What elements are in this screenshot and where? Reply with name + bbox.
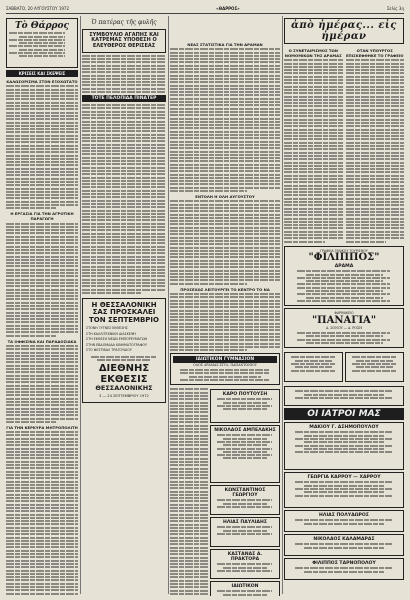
doctors-banner: ΟΙ ΙΑΤΡΟΙ ΜΑΣ xyxy=(284,408,404,420)
fair-item: ΣΤΗ ΚΑΛΛΙΤΕΧΝΙΚΗ ΔΙΑΣΚΕΨΗ xyxy=(86,331,136,336)
doctor-entry xyxy=(284,472,404,508)
fair-line-2: ΣΑΣ ΠΡΟΣΚΑΛΕΙ xyxy=(92,308,156,317)
column-rule xyxy=(80,16,81,594)
doctor-name: ΦΙΛΙΠΠΟΣ ΤΑΡΝΟΠΟΛΟΥ xyxy=(312,561,376,567)
fair-big-1: ΔΙΕΘΝΗΣ xyxy=(98,363,150,375)
article-heading: ΝΕΑΣ ΣΤΑΤΙΣΤΙΚΑ ΓΙΑ ΤΗΝ ΔΡΑΜΑΝ xyxy=(187,42,263,47)
article-heading: ΕΝΤΟΛΗ Η ΟΛΗ ΑΥΓΟΥΣΤΟΥ xyxy=(195,194,255,200)
article-body xyxy=(170,293,280,351)
fair-line-3: ΤΟΝ ΣΕΠΤΕΜΒΡΙΟ xyxy=(89,315,159,324)
article-body xyxy=(6,431,78,596)
section-banner: ΚΡΙΣΕΙΣ ΚΑΙ ΣΚΕΨΕΙΣ xyxy=(6,70,78,77)
section-banner: ΤΟΤΕ ΠΕΛΟΠΙΔΑ ΠΙΝΑΤΕΡ xyxy=(82,95,166,102)
pharmacy-ad xyxy=(284,308,404,348)
article-body xyxy=(6,345,78,423)
pharmacy-name: "ΠΑΝΑΓΙΑ" xyxy=(311,314,377,326)
gymnasium-ad xyxy=(170,353,280,385)
agency-name: "ΦΙΛΙΠΠΟΣ" xyxy=(308,252,380,264)
article-body xyxy=(82,55,166,93)
fair-item: ΣΤΗΝ ΕΒΔΟΜΑΔΑ ΚΙΝΗΜΑΤΟΓΡΑΦΟΥ xyxy=(86,342,148,347)
agency-top: ΓΡΑΦΕΙΑ ΓΕΝΙΚΟΥ ΤΟΥΡΙΣΜΟΥ xyxy=(320,248,368,253)
doctor-name: ΜΑΚΙΟΥ Γ. ΑΣΗΜΟΠΟΥΛΟΥ xyxy=(309,425,379,431)
small-articles xyxy=(170,387,208,596)
doctor-entry xyxy=(284,422,404,470)
trade-fair-ad xyxy=(82,298,166,403)
doctor-name: ΝΙΚΟΛΑΟΣ ΚΑΛΑΜΑΡΑΣ xyxy=(313,537,375,543)
doctor-name: ΗΛΙΑΣ ΠΟΛΥΔΩΡΟΣ xyxy=(319,513,369,519)
pharmacy-top: ΦΑΡΜΑΚΕΙΟ xyxy=(334,311,354,316)
gym-title: ΙΔΙΩΤΙΚΟΝ ΓΥΜΝΑΣΙΟΝ xyxy=(173,356,277,363)
headline-box xyxy=(82,29,166,53)
article xyxy=(284,46,343,244)
column-2 xyxy=(82,16,166,596)
article-body xyxy=(82,104,166,294)
column-1 xyxy=(6,16,78,596)
article-heading: ΟΤΑΝ ΥΠΟΥΡΓΟΣ ΕΠΙΣΚΕΦΘΗΚΕ ΤΟ ΓΡΑΦΕΙΟ xyxy=(345,48,404,58)
masthead-title: Τὸ Θάρρος xyxy=(14,21,70,31)
article-heading: ΠΡΟΣΕΧΩΣ ΛΕΙΤΟΥΡΓΕΙ ΤΟ ΚΕΝΤΡΟ ΤΟ ΝΑ xyxy=(180,286,270,292)
column-4 xyxy=(284,16,404,596)
classified-ad xyxy=(284,386,404,406)
fair-item: ΣΤΗ ΕΚΘΕΣΗ ΝΕΩΝ ΕΜΠΟΡΕΥΜΑΤΩΝ xyxy=(86,337,147,342)
column-masthead xyxy=(284,18,404,44)
gym-subtitle: ΟΔΟΣ ΔΡΑΜΑΣ ΣΤΥΛ. ΠΑΠΑΝΤΩΝΙΟΥ xyxy=(193,363,257,368)
article-heading: ΤΑ ΟΦΦΙΣΙΝΑ ΚΑΙ ΠΑΡΑΔΟΣΙΑΚΑ xyxy=(7,338,77,344)
classified-ad xyxy=(210,425,280,483)
two-col-articles xyxy=(284,46,404,244)
header-page: Σελίς 3η xyxy=(386,6,404,11)
ad-title: ΙΔΙΩΤΙΚΟΝ xyxy=(231,584,259,590)
article-heading: Ο ΣΥΝΕΤΑΙΡΙΣΜΟΣ ΤΩΝ ΝΟΜΟΜΙΚΩΝ ΤΗΣ ΔΡΑΜΑΣ xyxy=(284,48,342,58)
article-body xyxy=(170,48,280,192)
fair-items xyxy=(86,326,162,354)
ad-grid xyxy=(170,387,280,596)
classified-ad xyxy=(210,485,280,515)
doctors-list xyxy=(284,422,404,580)
article-heading: ΚΑΛΩΣΟΡΙΣΜΑ ΣΤΟΝ ΕΞΟΧΩΤΑΤΟ xyxy=(6,79,78,84)
ad-stack xyxy=(210,387,280,596)
pharmacy-owners: Α. ΣΟΝΟΥ — Α. ΡΟΣΗ xyxy=(325,326,363,331)
article-heading: ΓΙΑ ΤΗΝ ΚΕΡΚΥΡΑ ΜΗΤΡΟΠΟΛΙΤΗ xyxy=(6,424,78,430)
ad-title: ΝΙΚΟΛΑΟΣ ΑΜΠΕΛΑΚΗΣ xyxy=(214,428,276,434)
fair-dates: 3 — 24 ΣΕΠΤΕΜΒΡΙΟΥ 1972 xyxy=(99,394,149,399)
classified-ad xyxy=(284,352,343,382)
fair-item: ΣΤΟΝΗ ΞΥΓΝΕΣ ΕΚΘΕΣΗΣ xyxy=(86,325,128,330)
classified-ad xyxy=(210,517,280,547)
doctor-entry xyxy=(284,510,404,532)
ad-title: ΚΑΣΤΑΝΑΣ Α. ΠΡΑΚΤΟΡΑ xyxy=(227,552,263,563)
fair-big-3: ΘΕΣΣΑΛΟΝΙΚΗΣ xyxy=(95,384,153,393)
header-title: «ΘΑΡΡΟΣ» xyxy=(216,6,240,11)
doctor-entry xyxy=(284,558,404,580)
column-rule xyxy=(282,16,283,594)
article-headline: ΣΥΜΒΟΥΛΙΟ ΑΓΑΠΗΣ ΚΑΙ ΚΑΤΡΕΜΑΣ ΥΠΟΘΕΣΗ Ο ΕΛΕΥΘΕΡΟΣ ΘΕΡΙΣΕΑΣ xyxy=(89,32,159,49)
header-date: ΣΑΒΒΑΤΟ, 20 ΑΥΓΟΥΣΤΟΥ 1972 xyxy=(6,6,69,11)
ad-title: ΗΛΙΑΣ ΠΑΥΛΙΔΗΣ xyxy=(223,520,267,526)
masthead-title: ἀπὸ ἡμέρας... εἰς ἡμέραν xyxy=(291,20,397,42)
column-3 xyxy=(170,16,280,596)
travel-agency-ad xyxy=(284,246,404,306)
agency-city: ΔΡΑΜΑ xyxy=(334,263,354,269)
article-body xyxy=(170,200,280,284)
fair-big-2: ΕΚΘΕΣΙΣ xyxy=(100,373,148,385)
column-rule xyxy=(168,16,169,594)
page-header xyxy=(6,4,404,14)
article xyxy=(346,46,405,244)
classified-ad xyxy=(210,389,280,423)
ad-title: ΚΑΡΟ ΠΟΥΤΟΥΣΗ xyxy=(222,392,268,398)
classified-ad xyxy=(210,581,280,596)
ad-title: ΚΩΝΣΤΑΝΤΙΝΟΣ ΓΕΩΡΓΙΟΥ xyxy=(224,488,266,499)
classified-ad xyxy=(345,352,404,382)
classified-ad xyxy=(210,549,280,579)
article-heading: Η ΕΡΓΑΣΙΑ ΓΙΑ ΤΗΝ ΑΓΡΟΤΙΚΗ ΠΑΡΑΓΩΓΗ xyxy=(10,211,74,222)
small-ads-row xyxy=(284,350,404,384)
fair-line-1: Η ΘΕΣΣΑΛΟΝΙΚΗ xyxy=(91,300,157,309)
column-title: Ὁ πατέρας τῆς φυλῆς xyxy=(91,19,157,26)
article-body xyxy=(6,85,78,209)
masthead-box xyxy=(6,18,78,68)
fair-item: ΣΤΟ ΦΕΣΤΙΒΑΛ ΤΡΑΓΟΥΔΙΟΥ xyxy=(86,348,132,353)
doctor-entry xyxy=(284,534,404,556)
article-body xyxy=(6,223,78,337)
doctor-name: ΓΕΩΡΓΙΑ ΚΑΡΡΟΥ — ΧΑΡΡΟΥ xyxy=(307,475,381,481)
